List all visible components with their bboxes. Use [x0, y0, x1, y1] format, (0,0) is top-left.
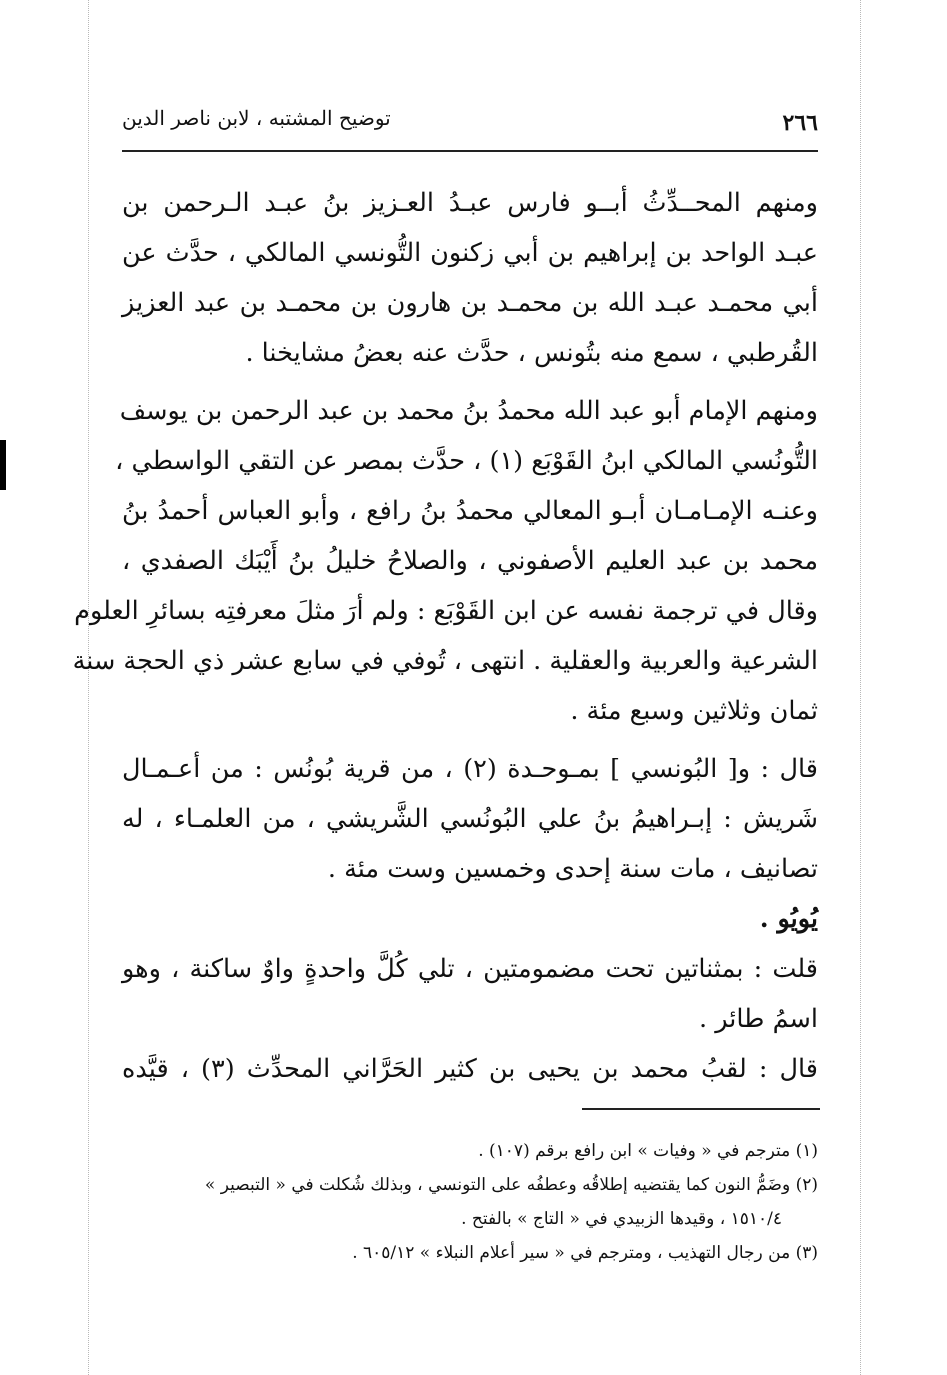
page-header	[122, 100, 818, 152]
footnote-3: (٣) من رجال التهذيب ، ومترجم في « سير أعلام النبلاء » ٦٠٥/١٢ .	[352, 1243, 818, 1263]
scan-edge-mark	[0, 440, 6, 490]
footnote-separator	[582, 1108, 820, 1110]
running-title: توضيح المشتبه ، لابن ناصر الدين	[122, 106, 391, 130]
text-line: قال : لقبُ محمد بن يحيى بن كثير الحَرَّاني المحدِّث (٣) ، قيَّده	[122, 1054, 818, 1084]
text-line: قال : و[ البُونسي ] بمـوحـدة (٢) ، من قرية بُونُس : من أعـمـال	[122, 754, 818, 784]
text-line: وقال في ترجمة نفسه عن ابن القَوْبَع : ولم أرَ مثلَ معرفتِه بسائرِ العلوم	[74, 596, 818, 626]
text-line: شَريش : إبـراهيمُ بنُ علي البُونُسي الشَّريشي ، من العلمـاء ، له	[122, 804, 818, 834]
header-rule	[122, 150, 818, 152]
text-line: وعنـه الإمـامـان أبـو المعالي محمدُ بنُ رافع ، وأبو العباس أحمدُ بنُ	[122, 496, 818, 526]
text-line: ثمان وثلاثين وسبع مئة .	[570, 696, 818, 726]
text-line: ومنهم المحــدِّثُ أبــو فارس عبـدُ العـزيز بنُ عبـد الـرحمن بن	[122, 188, 818, 218]
page-number: ٢٦٦	[782, 110, 818, 136]
text-line: عبـد الواحد بن إبراهيم بن أبي زكنون التُّونسي المالكي ، حدَّث عن	[122, 238, 818, 268]
text-line: تصانيف ، مات سنة إحدى وخمسين وست مئة .	[327, 854, 818, 884]
entry-headword: يُويُو .	[759, 904, 818, 934]
footnotes	[122, 1134, 818, 1270]
text-line: محمد بن عبد العليم الأصفوني ، والصلاحُ خليلُ بنُ أَيْبَك الصفدي ،	[122, 546, 818, 576]
text-line: التُّونُسي المالكي ابنُ القَوْبَع (١) ، حدَّث بمصر عن التقي الواسطي ،	[115, 446, 818, 476]
footnote-1: (١) مترجم في « وفيات » ابن رافع برقم (١٠٧) .	[478, 1141, 818, 1161]
text-line: قلت : بمثناتين تحت مضمومتين ، تلي كُلَّ واحدةٍ واوٌ ساكنة ، وهو	[122, 954, 818, 984]
text-line: اسمُ طائر .	[699, 1004, 818, 1034]
footnote-2: (٢) وضَمُّ النون كما يقتضيه إطلاقُه وعطفُه على التونسي ، وبذلك شُكلت في « التبصير »	[204, 1175, 818, 1195]
text-line: الشرعية والعربية والعقلية . انتهى ، تُوفي في سابع عشر ذي الحجة سنة	[72, 646, 818, 676]
text-line: أبي محمـد عبـد الله بن محمـد بن هارون بن محمـد بن عبد العزيز	[122, 288, 818, 318]
footnote-2-continued: ١٥١٠/٤ ، وقيدها الزبيدي في « التاج » بالفتح .	[461, 1209, 782, 1229]
main-text	[72, 178, 818, 1094]
text-line: ومنهم الإمام أبو عبد الله محمدُ بنُ محمد بن عبد الرحمن بن يوسف	[119, 396, 818, 426]
scan-margin-dots	[88, 0, 89, 1375]
scan-margin-dots	[860, 0, 861, 1375]
text-line: القُرطبي ، سمع منه بتُونس ، حدَّث عنه بعضُ مشايخنا .	[245, 338, 818, 368]
